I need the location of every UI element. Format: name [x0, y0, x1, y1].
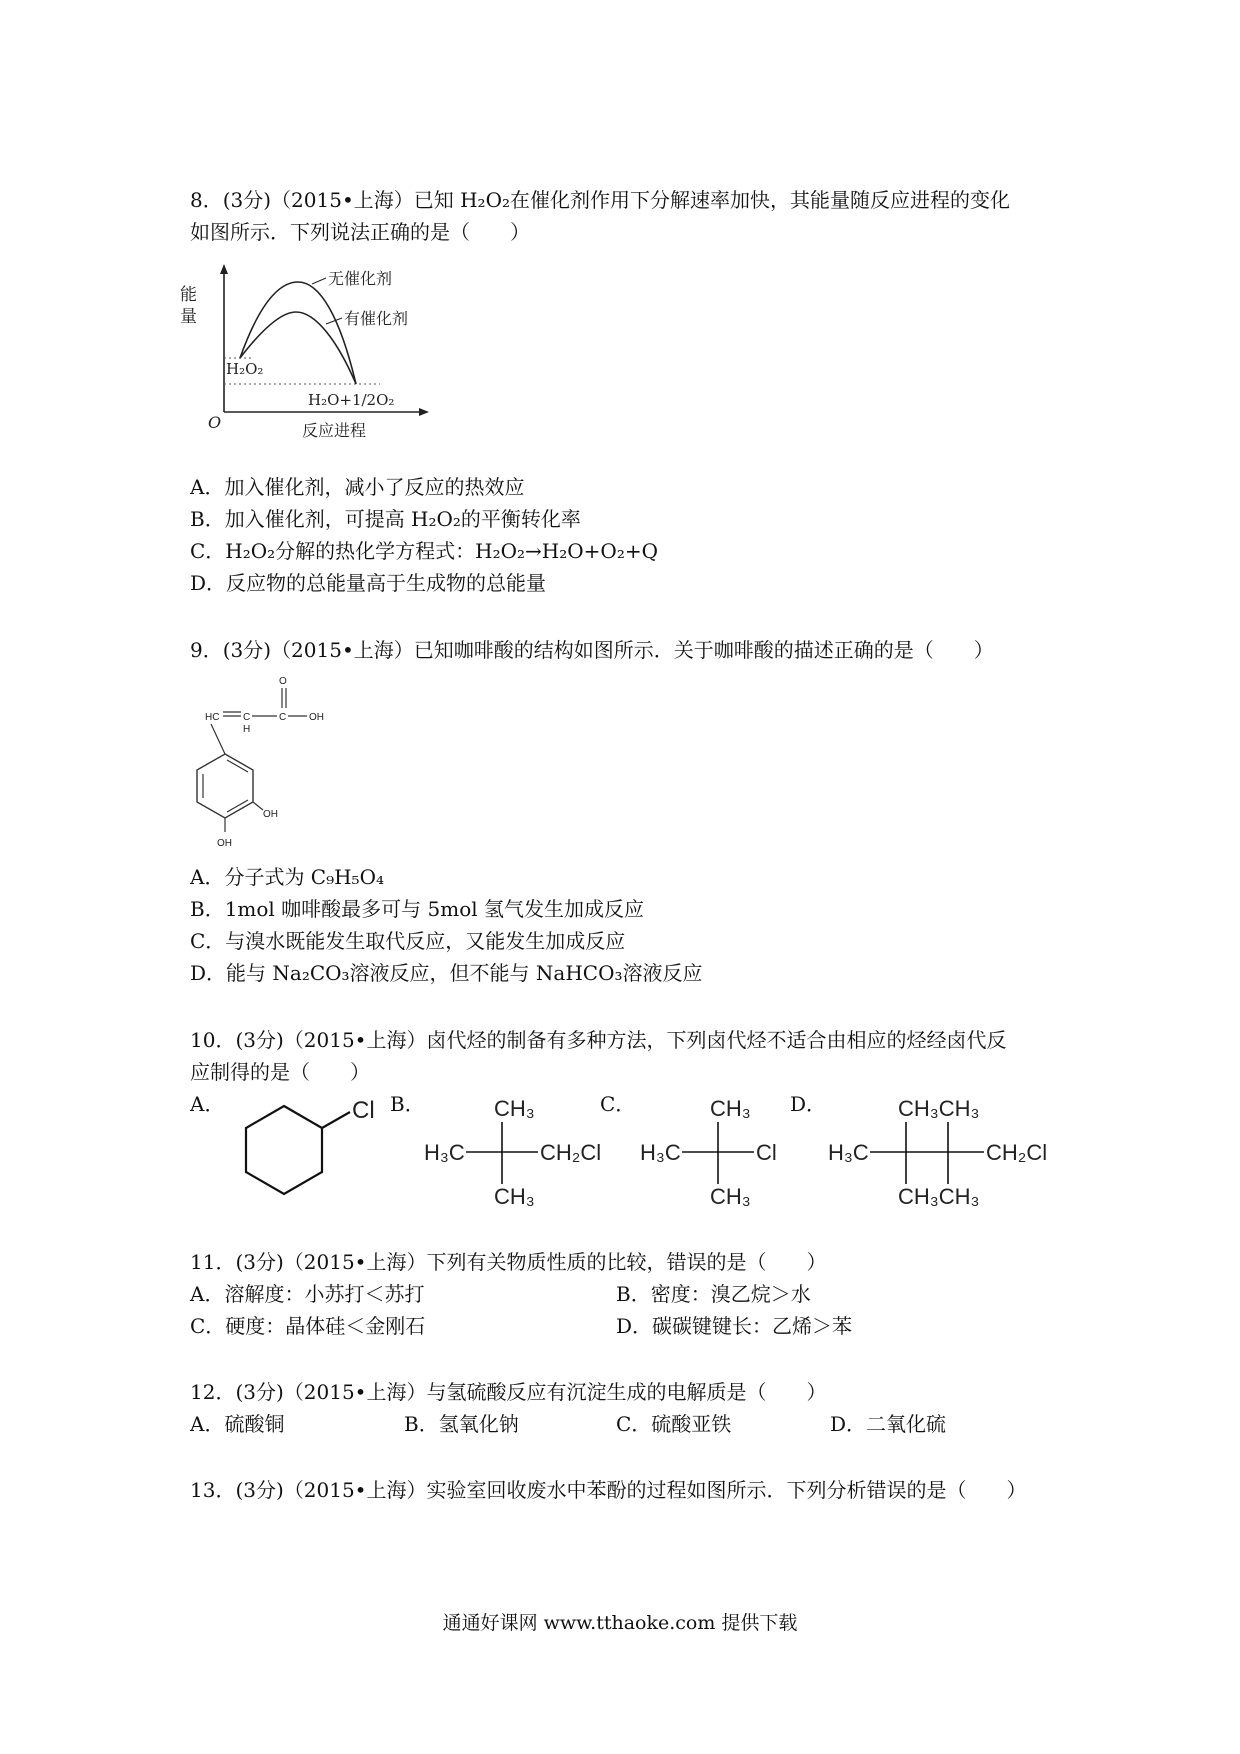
- q10-stem-line1: 10．(3分)（2015•上海）卤代烃的制备有多种方法，下列卤代烃不适合由相应的烃经卤代反: [190, 1028, 1007, 1052]
- q12-option-d[interactable]: D．二氧化硫: [830, 1412, 947, 1436]
- label-no-catalyst: 无催化剂: [328, 269, 393, 288]
- chem-hc: HC: [205, 712, 220, 723]
- q8-option-c[interactable]: C．H₂O₂分解的热化学方程式：H₂O₂→H₂O+O₂+Q: [190, 539, 658, 563]
- bond-chain-ring: [211, 724, 225, 754]
- chem-oh-ring-2: OH: [217, 838, 232, 849]
- page-footer: 通通好课网 www.tthaoke.com 提供下载: [442, 1612, 798, 1634]
- chem-d-right: CH₂Cl: [986, 1140, 1048, 1165]
- bond-ring-oh1: [253, 802, 263, 810]
- leader-no-catalyst: [312, 278, 326, 284]
- chem-a-cl: Cl: [352, 1097, 375, 1124]
- q8-stem-line2: 如图所示．下列说法正确的是（ ）: [190, 220, 530, 244]
- q12-option-a[interactable]: A．硫酸铜: [190, 1412, 285, 1436]
- chem-o: O: [279, 676, 287, 687]
- q11-option-d[interactable]: D．碳碳键键长：乙烯＞苯: [616, 1314, 853, 1338]
- q11-option-b[interactable]: B．密度：溴乙烷＞水: [616, 1282, 811, 1306]
- x-axis-label: 反应进程: [302, 421, 367, 440]
- chem-d-left: H₃C: [828, 1140, 869, 1165]
- chem-d-top: CH₃CH₃: [898, 1096, 980, 1121]
- q12-option-b[interactable]: B．氢氧化钠: [404, 1412, 519, 1436]
- chem-b-left: H₃C: [424, 1140, 465, 1165]
- q8-stem-line1: 8．(3分)（2015•上海）已知 H₂O₂在催化剂作用下分解速率加快，其能量随反应进程的变化: [190, 188, 1010, 212]
- chem-oh-ring-1: OH: [263, 809, 278, 820]
- q10-structure-c: [636, 1092, 786, 1212]
- origin-label: O: [208, 413, 222, 432]
- q10-label-d[interactable]: D．: [790, 1092, 827, 1116]
- chem-c-bottom: CH₃: [710, 1184, 751, 1209]
- chem-b-bottom: CH₃: [494, 1184, 535, 1209]
- label-catalyst: 有催化剂: [344, 309, 409, 328]
- q9-option-a[interactable]: A．分子式为 C₉H₅O₄: [190, 865, 384, 889]
- progress-axis-arrow-icon: [419, 408, 429, 416]
- bond-ring-cl: [322, 1112, 350, 1128]
- caffeic-acid-structure: [195, 672, 345, 852]
- q10-structure-b: [420, 1092, 620, 1212]
- q11-option-c[interactable]: C．硬度：晶体硅＜金刚石: [190, 1314, 426, 1338]
- q10-structure-a: [228, 1092, 388, 1212]
- q11-option-a[interactable]: A．溶解度：小苏打＜苏打: [190, 1282, 425, 1306]
- q10-structure-d: [828, 1092, 1058, 1212]
- chem-oh-acid: OH: [309, 712, 324, 723]
- chem-c1: C: [243, 712, 251, 723]
- q10-label-b[interactable]: B．: [390, 1092, 425, 1116]
- chem-c-top: CH₃: [710, 1096, 751, 1121]
- chem-c2: C: [279, 712, 287, 723]
- q10-label-c[interactable]: C．: [600, 1092, 636, 1116]
- benzene-ring: [197, 754, 253, 818]
- q12-option-c[interactable]: C．硫酸亚铁: [616, 1412, 732, 1436]
- q10-label-a[interactable]: A．: [190, 1092, 225, 1116]
- q8-option-d[interactable]: D．反应物的总能量高于生成物的总能量: [190, 571, 547, 595]
- energy-diagram: [180, 262, 440, 447]
- q11-stem: 11．(3分)（2015•上海）下列有关物质性质的比较，错误的是（ ）: [190, 1250, 827, 1274]
- q8-option-a[interactable]: A．加入催化剂，减小了反应的热效应: [190, 475, 525, 499]
- q9-option-d[interactable]: D．能与 Na₂CO₃溶液反应，但不能与 NaHCO₃溶液反应: [190, 961, 703, 985]
- q12-stem: 12．(3分)（2015•上海）与氢硫酸反应有沉淀生成的电解质是（ ）: [190, 1380, 827, 1404]
- y-axis-label-1: 能: [180, 285, 197, 305]
- chem-d-bottom: CH₃CH₃: [898, 1184, 980, 1209]
- chem-b-top: CH₃: [494, 1096, 535, 1121]
- q8-option-b[interactable]: B．加入催化剂，可提高 H₂O₂的平衡转化率: [190, 507, 581, 531]
- chem-c-left: H₃C: [640, 1140, 681, 1165]
- q9-option-b[interactable]: B．1mol 咖啡酸最多可与 5mol 氢气发生加成反应: [190, 897, 645, 921]
- energy-axis-arrow-icon: [220, 264, 228, 274]
- leader-catalyst: [326, 318, 342, 324]
- q9-stem: 9．(3分)（2015•上海）已知咖啡酸的结构如图所示．关于咖啡酸的描述正确的是（ ）: [190, 638, 994, 662]
- y-axis-label-2: 量: [180, 307, 197, 327]
- q13-stem: 13．(3分)（2015•上海）实验室回收废水中苯酚的过程如图所示．下列分析错误的是（ ）: [190, 1478, 1027, 1502]
- q9-option-c[interactable]: C．与溴水既能发生取代反应，又能发生加成反应: [190, 929, 626, 953]
- chem-c-right: Cl: [756, 1140, 777, 1165]
- chem-b-right: CH₂Cl: [540, 1140, 602, 1165]
- label-product: H₂O+1/2O₂: [308, 391, 395, 409]
- label-reactant: H₂O₂: [226, 360, 264, 378]
- chem-h: H: [243, 724, 251, 735]
- cyclohexane-ring: [246, 1106, 322, 1194]
- q10-stem-line2: 应制得的是（ ）: [190, 1060, 370, 1084]
